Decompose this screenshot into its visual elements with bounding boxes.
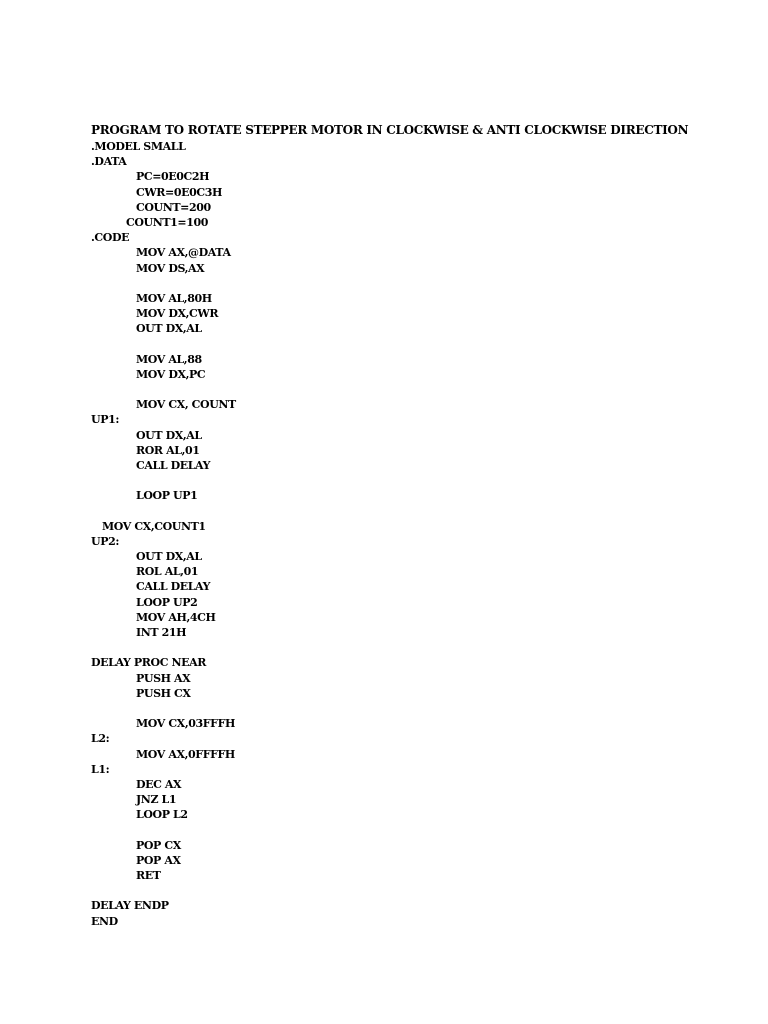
code-line: OUT DX,AL: [136, 428, 202, 442]
blank-line: [91, 473, 236, 488]
blank-line: [91, 276, 236, 291]
code-listing: [91, 139, 236, 929]
code-line: DELAY ENDP: [91, 899, 169, 913]
code-line: OUT DX,AL: [136, 550, 202, 564]
code-line: MOV DX,PC: [136, 367, 206, 381]
code-line: MOV AX,0FFFFH: [136, 747, 235, 761]
blank-line: [91, 336, 236, 351]
code-line: COUNT1=100: [126, 215, 209, 229]
blank-line: [91, 883, 236, 898]
code-line: MOV AH,4CH: [136, 610, 216, 624]
code-line: LOOP L2: [136, 808, 188, 822]
code-line: POP CX: [136, 838, 181, 852]
code-line: MOV CX,COUNT1: [102, 519, 206, 533]
code-line: MOV AL,88: [136, 352, 202, 366]
code-line: L1:: [91, 762, 110, 776]
code-line: INT 21H: [136, 626, 187, 639]
code-line: LOOP UP2: [136, 595, 198, 609]
code-line: MOV CX, COUNT: [136, 398, 236, 412]
code-line: MOV AX,@DATA: [136, 246, 231, 260]
code-line: RET: [136, 869, 161, 882]
code-line: JNZ L1: [136, 793, 177, 807]
code-line: MOV DS,AX: [136, 261, 205, 275]
blank-line: [91, 822, 236, 837]
code-line: DELAY PROC NEAR: [91, 656, 207, 670]
code-line: MOV CX,03FFFH: [136, 717, 235, 731]
code-line: PC=0E0C2H: [136, 170, 210, 184]
code-line: ROL AL,01: [136, 565, 199, 579]
blank-line: [91, 640, 236, 655]
code-line: DEC AX: [136, 777, 182, 791]
blank-line: [91, 701, 236, 716]
code-line: OUT DX,AL: [136, 322, 202, 336]
code-line: .CODE: [91, 231, 130, 245]
blank-line: [91, 504, 236, 519]
code-line: PUSH CX: [136, 686, 191, 700]
code-line: PUSH AX: [136, 671, 191, 685]
code-line: CALL DELAY: [136, 580, 211, 594]
code-line: LOOP UP1: [136, 489, 198, 503]
document-title: PROGRAM TO ROTATE STEPPER MOTOR IN CLOCKWISE & ANTI CLOCKWISE DIRECTION: [91, 123, 689, 137]
code-line: CWR=0E0C3H: [136, 185, 222, 199]
code-line: MOV DX,CWR: [136, 307, 219, 321]
code-line: .DATA: [91, 155, 127, 169]
code-line: ROR AL,01: [136, 443, 200, 457]
code-line: POP AX: [136, 853, 181, 867]
code-line: UP1:: [91, 413, 119, 427]
code-line: COUNT=200: [136, 200, 211, 214]
code-line: .MODEL SMALL: [91, 140, 186, 153]
code-line: L2:: [91, 732, 110, 746]
code-line: UP2:: [91, 534, 119, 548]
blank-line: [91, 382, 236, 397]
code-line: END: [91, 914, 118, 928]
code-line: MOV AL,80H: [136, 291, 212, 305]
code-line: CALL DELAY: [136, 458, 211, 472]
